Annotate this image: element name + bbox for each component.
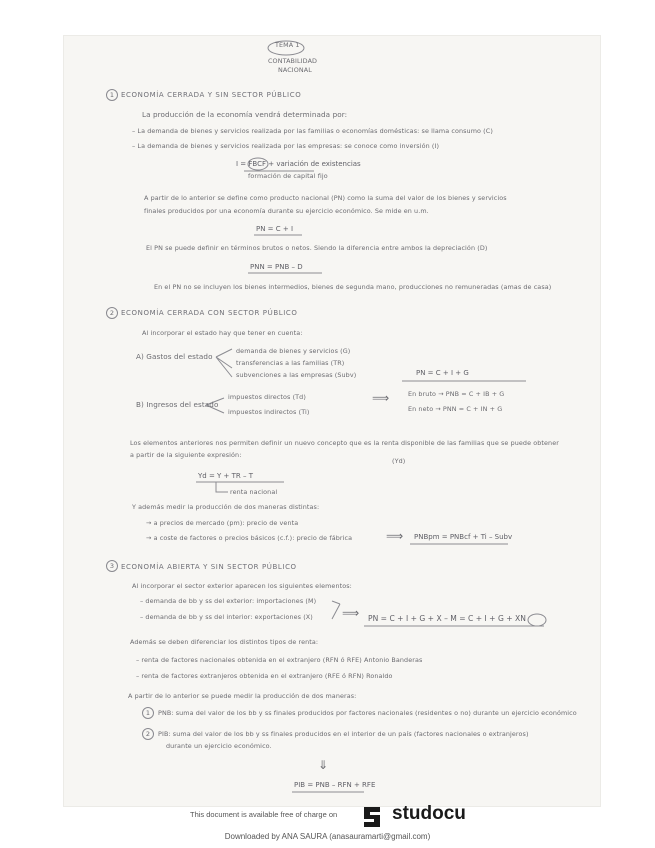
s2-result-pn: PN = C + I + G: [416, 369, 469, 377]
s2-gastos-item-3: subvenciones a las empresas (Subv): [236, 371, 357, 379]
s1-line-2: – La demanda de bienes y servicios realizada por las familias o economías domésticas: se llama consumo (C): [132, 127, 493, 135]
s3-line-2: Además se deben diferenciar los distintos tipos de renta:: [130, 638, 319, 646]
s2-implies-arrow: ⟹: [372, 391, 390, 405]
s2-gastos-label: A) Gastos del estado: [136, 352, 213, 361]
s3-demand-1: – demanda de bb y ss del exterior: importaciones (M): [140, 597, 317, 605]
s2-line-2: Los elementos anteriores nos permiten definir un nuevo concepto que es la renta disponible de las familias que se puede obtener: [130, 439, 559, 447]
s3-point-1-number: 1: [142, 707, 154, 719]
title-subtitle-2: NACIONAL: [278, 66, 312, 74]
s2-result-neto: En neto → PNN = C + IN + G: [408, 405, 503, 413]
s3-implies-arrow: ⟹: [342, 606, 360, 620]
s3-demand-2: – demanda de bb y ss del interior: exportaciones (X): [140, 613, 313, 621]
s1-line-7: En el PN no se incluyen los bienes intermedios, bienes de segunda mano, producciones no remuneradas (amas de casa): [154, 283, 552, 291]
s2-line-1: Al incorporar el estado hay que tener en cuenta:: [142, 329, 303, 337]
s2-result-bruto: En bruto → PNB = C + IB + G: [408, 390, 505, 398]
s1-formula-investment: I = FBCF + variación de existencias: [236, 160, 361, 168]
section-1-number: 1: [106, 89, 118, 101]
footer-available-text: This document is available free of charge on: [190, 810, 338, 819]
s2-formula-yd-note: renta nacional: [230, 488, 278, 496]
s3-rent-2: – renta de factores extranjeros obtenida en el extranjero (RFE ó RFN) Ronaldo: [136, 672, 393, 680]
s3-formula-pn: PN = C + I + G + X – M = C + I + G + XN: [368, 614, 526, 623]
s1-line-6: El PN se puede definir en términos brutos o netos. Siendo la diferencia entre ambos la depreciación (D): [146, 244, 488, 252]
s2-gastos-item-1: demanda de bienes y servicios (G): [236, 347, 351, 355]
s2-ingresos-item-2: impuestos indirectos (Ti): [228, 408, 310, 416]
s3-point-2-number: 2: [142, 728, 154, 740]
footer-downloaded-text: Downloaded by ANA SAURA (anasauramarti@gmail.com): [224, 832, 431, 841]
notebook-page: [64, 36, 600, 806]
s3-point-2: PIB: suma del valor de los bb y ss finales producidos en el interior de un país (factores nacionales o extranjeros): [158, 730, 529, 738]
s2-implies-arrow-2: ⟹: [386, 529, 404, 543]
section-3-number: 3: [106, 560, 118, 572]
s2-ingresos-label: B) Ingresos del estado: [136, 400, 219, 409]
s1-line-3: – La demanda de bienes y servicios realizada por las empresas: se conoce como inversión (I): [132, 142, 440, 150]
section-2-heading: ECONOMÍA CERRADA CON SECTOR PÚBLICO: [121, 309, 298, 317]
s3-line-1: Al incorporar el sector exterior aparecen los siguientes elementos:: [132, 582, 352, 590]
s2-measure-cf: → a coste de factores o precios básicos (c.f.): precio de fábrica: [146, 534, 353, 542]
s3-formula-pib: PIB = PNB – RFN + RFE: [294, 781, 376, 789]
s1-line-5: finales producidos por una economía durante su ejercicio económico. Se mide en u.m.: [144, 207, 429, 215]
studocu-brand[interactable]: studocu: [392, 803, 466, 824]
s3-point-1: PNB: suma del valor de los bb y ss finales producidos por factores nacionales (residentes o no) durante un ejercicio económico: [158, 709, 577, 717]
handwritten-strokes: [64, 36, 600, 806]
s3-down-arrow: ⇓: [318, 758, 329, 772]
s1-line-4: A partir de lo anterior se define como producto nacional (PN) como la suma del valor de los bienes y servicios: [144, 194, 507, 202]
section-2-number: 2: [106, 307, 118, 319]
s1-formula-pn: PN = C + I: [256, 225, 294, 233]
s1-line-1: La producción de la economía vendrá determinada por:: [142, 110, 348, 119]
s2-ingresos-item-1: impuestos directos (Td): [228, 393, 306, 401]
s3-rent-1: – renta de factores nacionales obtenida en el extranjero (RFN ó RFE) Antonio Banderas: [136, 656, 423, 664]
s2-line-3: a partir de la siguiente expresión:: [130, 451, 242, 459]
s1-formula-pnn: PNN = PNB – D: [250, 263, 303, 271]
s3-line-3: A partir de lo anterior se puede medir la producción de dos maneras:: [128, 692, 357, 700]
section-1-heading: ECONOMÍA CERRADA Y SIN SECTOR PÚBLICO: [121, 91, 302, 99]
title-tema: TEMA 1: [275, 41, 300, 49]
s2-measure-pm: → a precios de mercado (pm): precio de venta: [146, 519, 299, 527]
s2-gastos-item-2: transferencias a las familias (TR): [236, 359, 345, 367]
title-subtitle-1: CONTABILIDAD: [268, 57, 318, 65]
s2-line-4: Y además medir la producción de dos maneras distintas:: [132, 503, 320, 511]
section-3-heading: ECONOMÍA ABIERTA Y SIN SECTOR PÚBLICO: [121, 563, 297, 571]
s1-formula-investment-note: formación de capital fijo: [248, 172, 328, 180]
s2-formula-yd: Yd = Y + TR – T: [198, 472, 253, 480]
s2-formula-pnb-pm: PNBpm = PNBcf + Ti – Subv: [414, 533, 513, 541]
s2-yd-note: (Yd): [392, 457, 406, 465]
studocu-logo-icon: [358, 804, 388, 830]
s3-point-2-cont: durante un ejercicio económico.: [166, 742, 272, 750]
